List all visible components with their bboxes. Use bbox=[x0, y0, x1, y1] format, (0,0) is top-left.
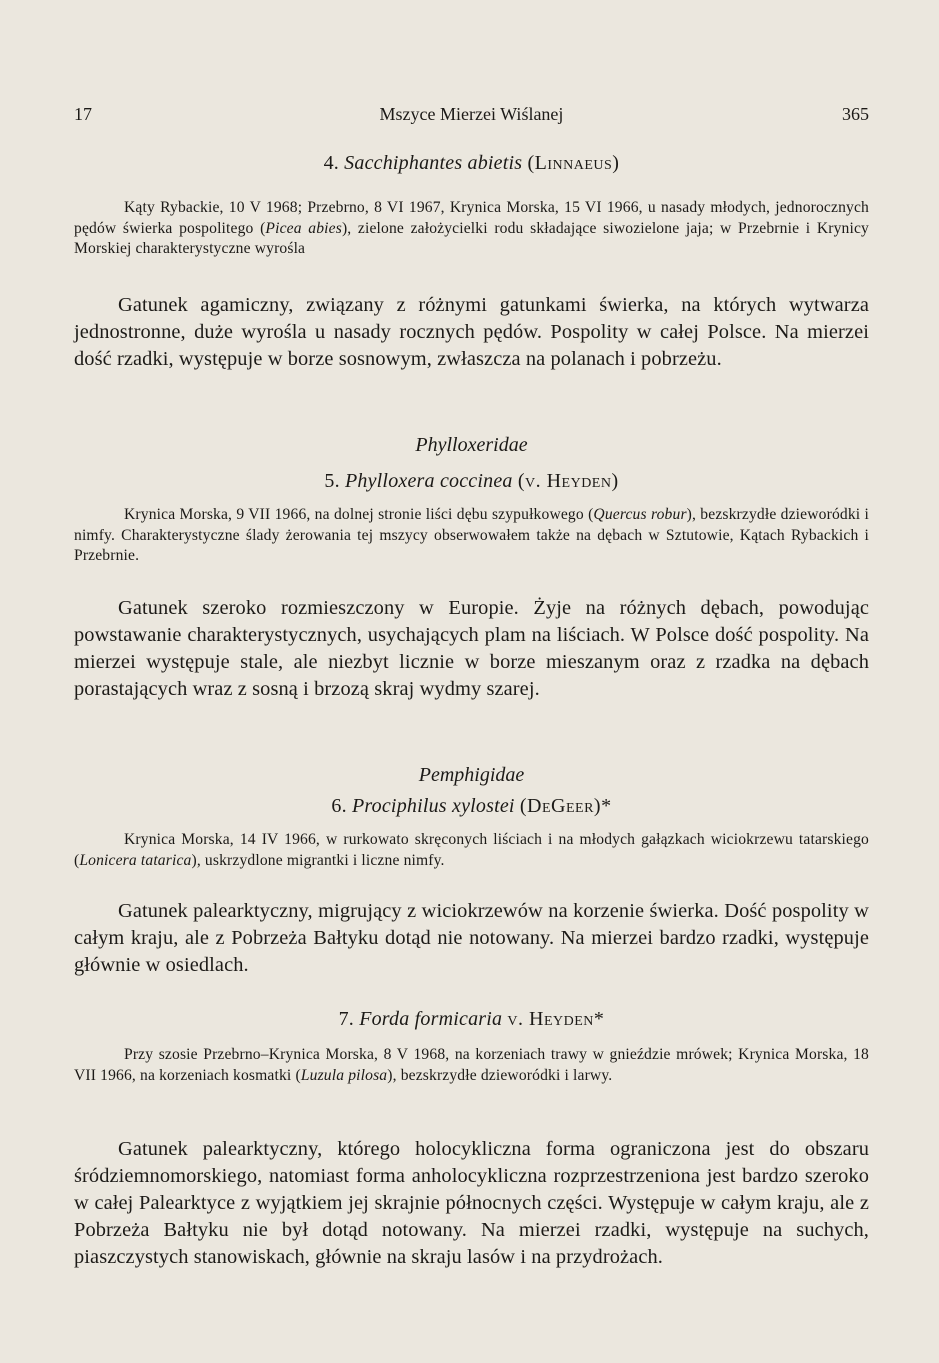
specimen-record bbox=[74, 830, 869, 871]
species-heading bbox=[74, 795, 869, 818]
genus-name: Prociphilus bbox=[352, 795, 447, 817]
genus-name: Forda bbox=[359, 1008, 410, 1030]
entry-number: 6. bbox=[331, 795, 347, 817]
record-text: ), zielone założycielki rodu składające siwozielone jaja; w Przebrnie i Krynicy Morskiej charakterystyczne wyrośla bbox=[74, 219, 869, 257]
record-text: Krynica Morska, 9 VII 1966, na dolnej stronie liści dębu szypułkowego ( bbox=[124, 506, 594, 523]
record-text: ), bezskrzydłe dzieworódki i nimfy. Charakterystyczne ślady żerowania tej mszycy obserwowałem także na dębach w Sztutowie, Kątach Rybackich i Przebrnie. bbox=[74, 506, 869, 564]
running-head bbox=[74, 104, 869, 130]
species-author: v. Heyden* bbox=[507, 1008, 605, 1030]
species-description: Gatunek szeroko rozmieszczony w Europie. Żyje na różnych dębach, powodując powstawanie charakterystycznych, usychających plam na liściach. W Polsce dość pospolity. Na mierzei występuje stale, ale niezbyt licznie w borze mieszanym oraz z rzadka na dębach porastających wraz z sosną i brzozą skraj wydmy szarej. bbox=[74, 597, 869, 700]
page-number-right: 365 bbox=[842, 104, 869, 124]
species-epithet: coccinea bbox=[439, 470, 513, 492]
record-text: Kąty Rybackie, 10 V 1968; Przebrno, 8 VI 1967, Krynica Morska, 15 VI 1966, u nasady młodych, jednorocznych pędów świerka pospolitego ( bbox=[74, 199, 869, 237]
species-description: Gatunek palearktyczny, migrujący z wiciokrzewów na korzenie świerka. Dość pospolity w całym kraju, ale z Pobrzeża Bałtyku dotąd nie notowany. Na mierzei bardzo rzadki, występuje głównie w osiedlach. bbox=[74, 900, 869, 976]
running-title: Mszyce Mierzei Wiślanej bbox=[379, 104, 564, 124]
host-plant: Picea abies bbox=[265, 219, 342, 237]
species-author: (v. Heyden) bbox=[517, 470, 619, 492]
species-heading bbox=[74, 1008, 869, 1031]
species-heading bbox=[74, 152, 869, 175]
species-author: (DeGeer)* bbox=[519, 795, 612, 817]
species-author: (Linnaeus) bbox=[527, 152, 620, 174]
specimen-record bbox=[74, 505, 869, 567]
record-text: Przy szosie Przebrno–Krynica Morska, 8 V 1968, na korzeniach trawy w gnieździe mrówek; Krynica Morska, 18 VII 1966, na korzeniach kosmatki ( bbox=[74, 1046, 869, 1084]
specimen-record bbox=[74, 1045, 869, 1086]
species-description: Gatunek agamiczny, związany z różnymi gatunkami świerka, na których wytwarza jednostronne, duże wyrośla u nasady rocznych pędów. Pospolity w całej Polsce. Na mierzei dość rzadki, występuje w borze sosnowym, zwłaszcza na polanach i pobrzeżu. bbox=[74, 294, 869, 370]
species-description: Gatunek palearktyczny, którego holocykliczna forma ograniczona jest do obszaru śródziemnomorskiego, natomiast forma anholocykliczna rozprzestrzeniona jest bardzo szeroko w całej Palearktyce z wyjątkiem jej skrajnie północnych części. Występuje w całym kraju, ale z Pobrzeża Bałtyku nie był dotąd notowany. Na mierzei rzadki, występuje na suchych, piaszczystych stanowiskach, głównie na skraju lasów i na przydrożach. bbox=[74, 1138, 869, 1268]
host-plant: Lonicera tatarica bbox=[79, 851, 192, 869]
species-epithet: abietis bbox=[467, 152, 523, 174]
entry-number: 4. bbox=[323, 152, 339, 174]
genus-name: Phylloxera bbox=[344, 470, 435, 492]
family-heading: Pemphigidae bbox=[418, 764, 525, 786]
host-plant: Quercus robur bbox=[593, 506, 687, 523]
entry-number: 5. bbox=[324, 470, 340, 492]
specimen-record bbox=[74, 198, 869, 260]
family-heading: Phylloxeridae bbox=[415, 434, 528, 456]
genus-name: Sacchiphantes bbox=[344, 152, 463, 174]
record-text: ), uskrzydlone migrantki i liczne nimfy. bbox=[191, 851, 445, 869]
species-epithet: formicaria bbox=[414, 1008, 503, 1030]
host-plant: Luzula pilosa bbox=[300, 1066, 388, 1084]
page-number-left: 17 bbox=[74, 104, 92, 124]
record-text: Krynica Morska, 14 IV 1966, w rurkowato skręconych liściach i na młodych gałązkach wiciokrzewu tatarskiego ( bbox=[74, 831, 869, 869]
entry-number: 7. bbox=[338, 1008, 354, 1030]
species-epithet: xylostei bbox=[452, 795, 515, 817]
record-text: ), bezskrzydłe dzieworódki i larwy. bbox=[387, 1066, 613, 1084]
species-heading bbox=[74, 470, 869, 493]
